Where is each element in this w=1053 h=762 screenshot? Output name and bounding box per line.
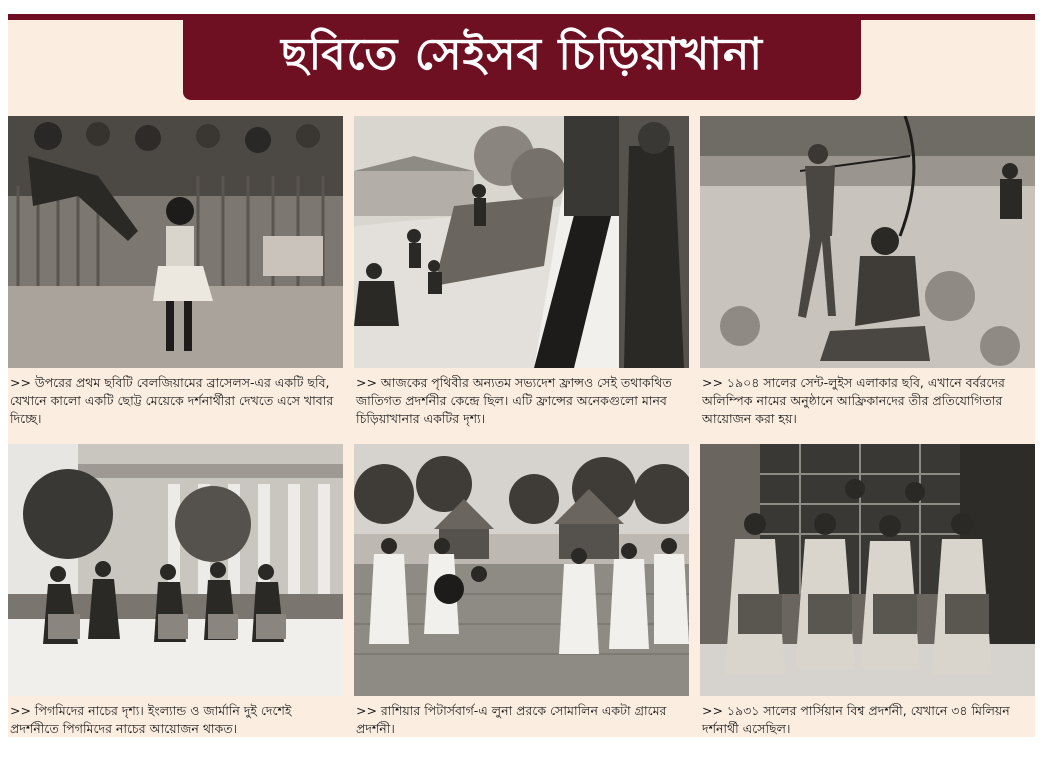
photo-1931-exhibition bbox=[700, 444, 1035, 696]
photo-pygmy-dance bbox=[8, 444, 343, 696]
photo-caption: >> উপরের প্রথম ছবিটি বেলজিয়ামের ব্রাসেলস-এর একটি ছবি, যেখানে কালো একটি ছোট্ট মেয়েকে দর্শনার্থীরা দেখতে এসে খাবার দিচ্ছে। bbox=[10, 375, 334, 426]
title-banner bbox=[183, 14, 861, 100]
photo-caption: >> ১৯৩১ সালের পার্সিয়ান বিশ্ব প্রদর্শনী, যেখানে ৩৪ মিলিয়ন দর্শনার্থী এসেছিল। bbox=[702, 703, 1010, 736]
photo-caption: >> পিগমিদের নাচের দৃশ্য। ইংল্যান্ড ও জার্মানি দুই দেশেই প্রদর্শনীতে পিগমিদের নাচের আয়োজন থাকত। bbox=[10, 703, 292, 736]
article-panel bbox=[8, 14, 1035, 737]
photo-st-petersburg bbox=[354, 444, 689, 696]
page-title: ছবিতে সেইসব চিড়িয়াখানা bbox=[280, 28, 764, 80]
photo-brussels bbox=[8, 116, 343, 368]
photo-france bbox=[354, 116, 689, 368]
photo-caption: >> আজকের পৃথিবীর অন্যতম সভ্যদেশ ফ্রান্সও সেই তথাকথিত জাতিগত প্রদর্শনীর কেন্দ্রে ছিল। এটি ফ্রান্সের অনেকগুলো মানব চিড়িয়াখানার একটির দৃশ্য। bbox=[356, 375, 672, 426]
photo-caption: >> ১৯০৪ সালের সেন্ট-লুইস এলাকার ছবি, এখানে বর্বরদের অলিম্পিক নামের অনুষ্ঠানে আফ্রিকানদের তীর প্রতিযোগিতার আয়োজন করা হয়। bbox=[702, 375, 1005, 426]
photo-st-louis bbox=[700, 116, 1035, 368]
photo-caption: >> রাশিয়ার পিটার্সবার্গ-এ লুনা প্ররকে সোমালিন একটা গ্রামের প্রদর্শনী। bbox=[356, 703, 667, 736]
